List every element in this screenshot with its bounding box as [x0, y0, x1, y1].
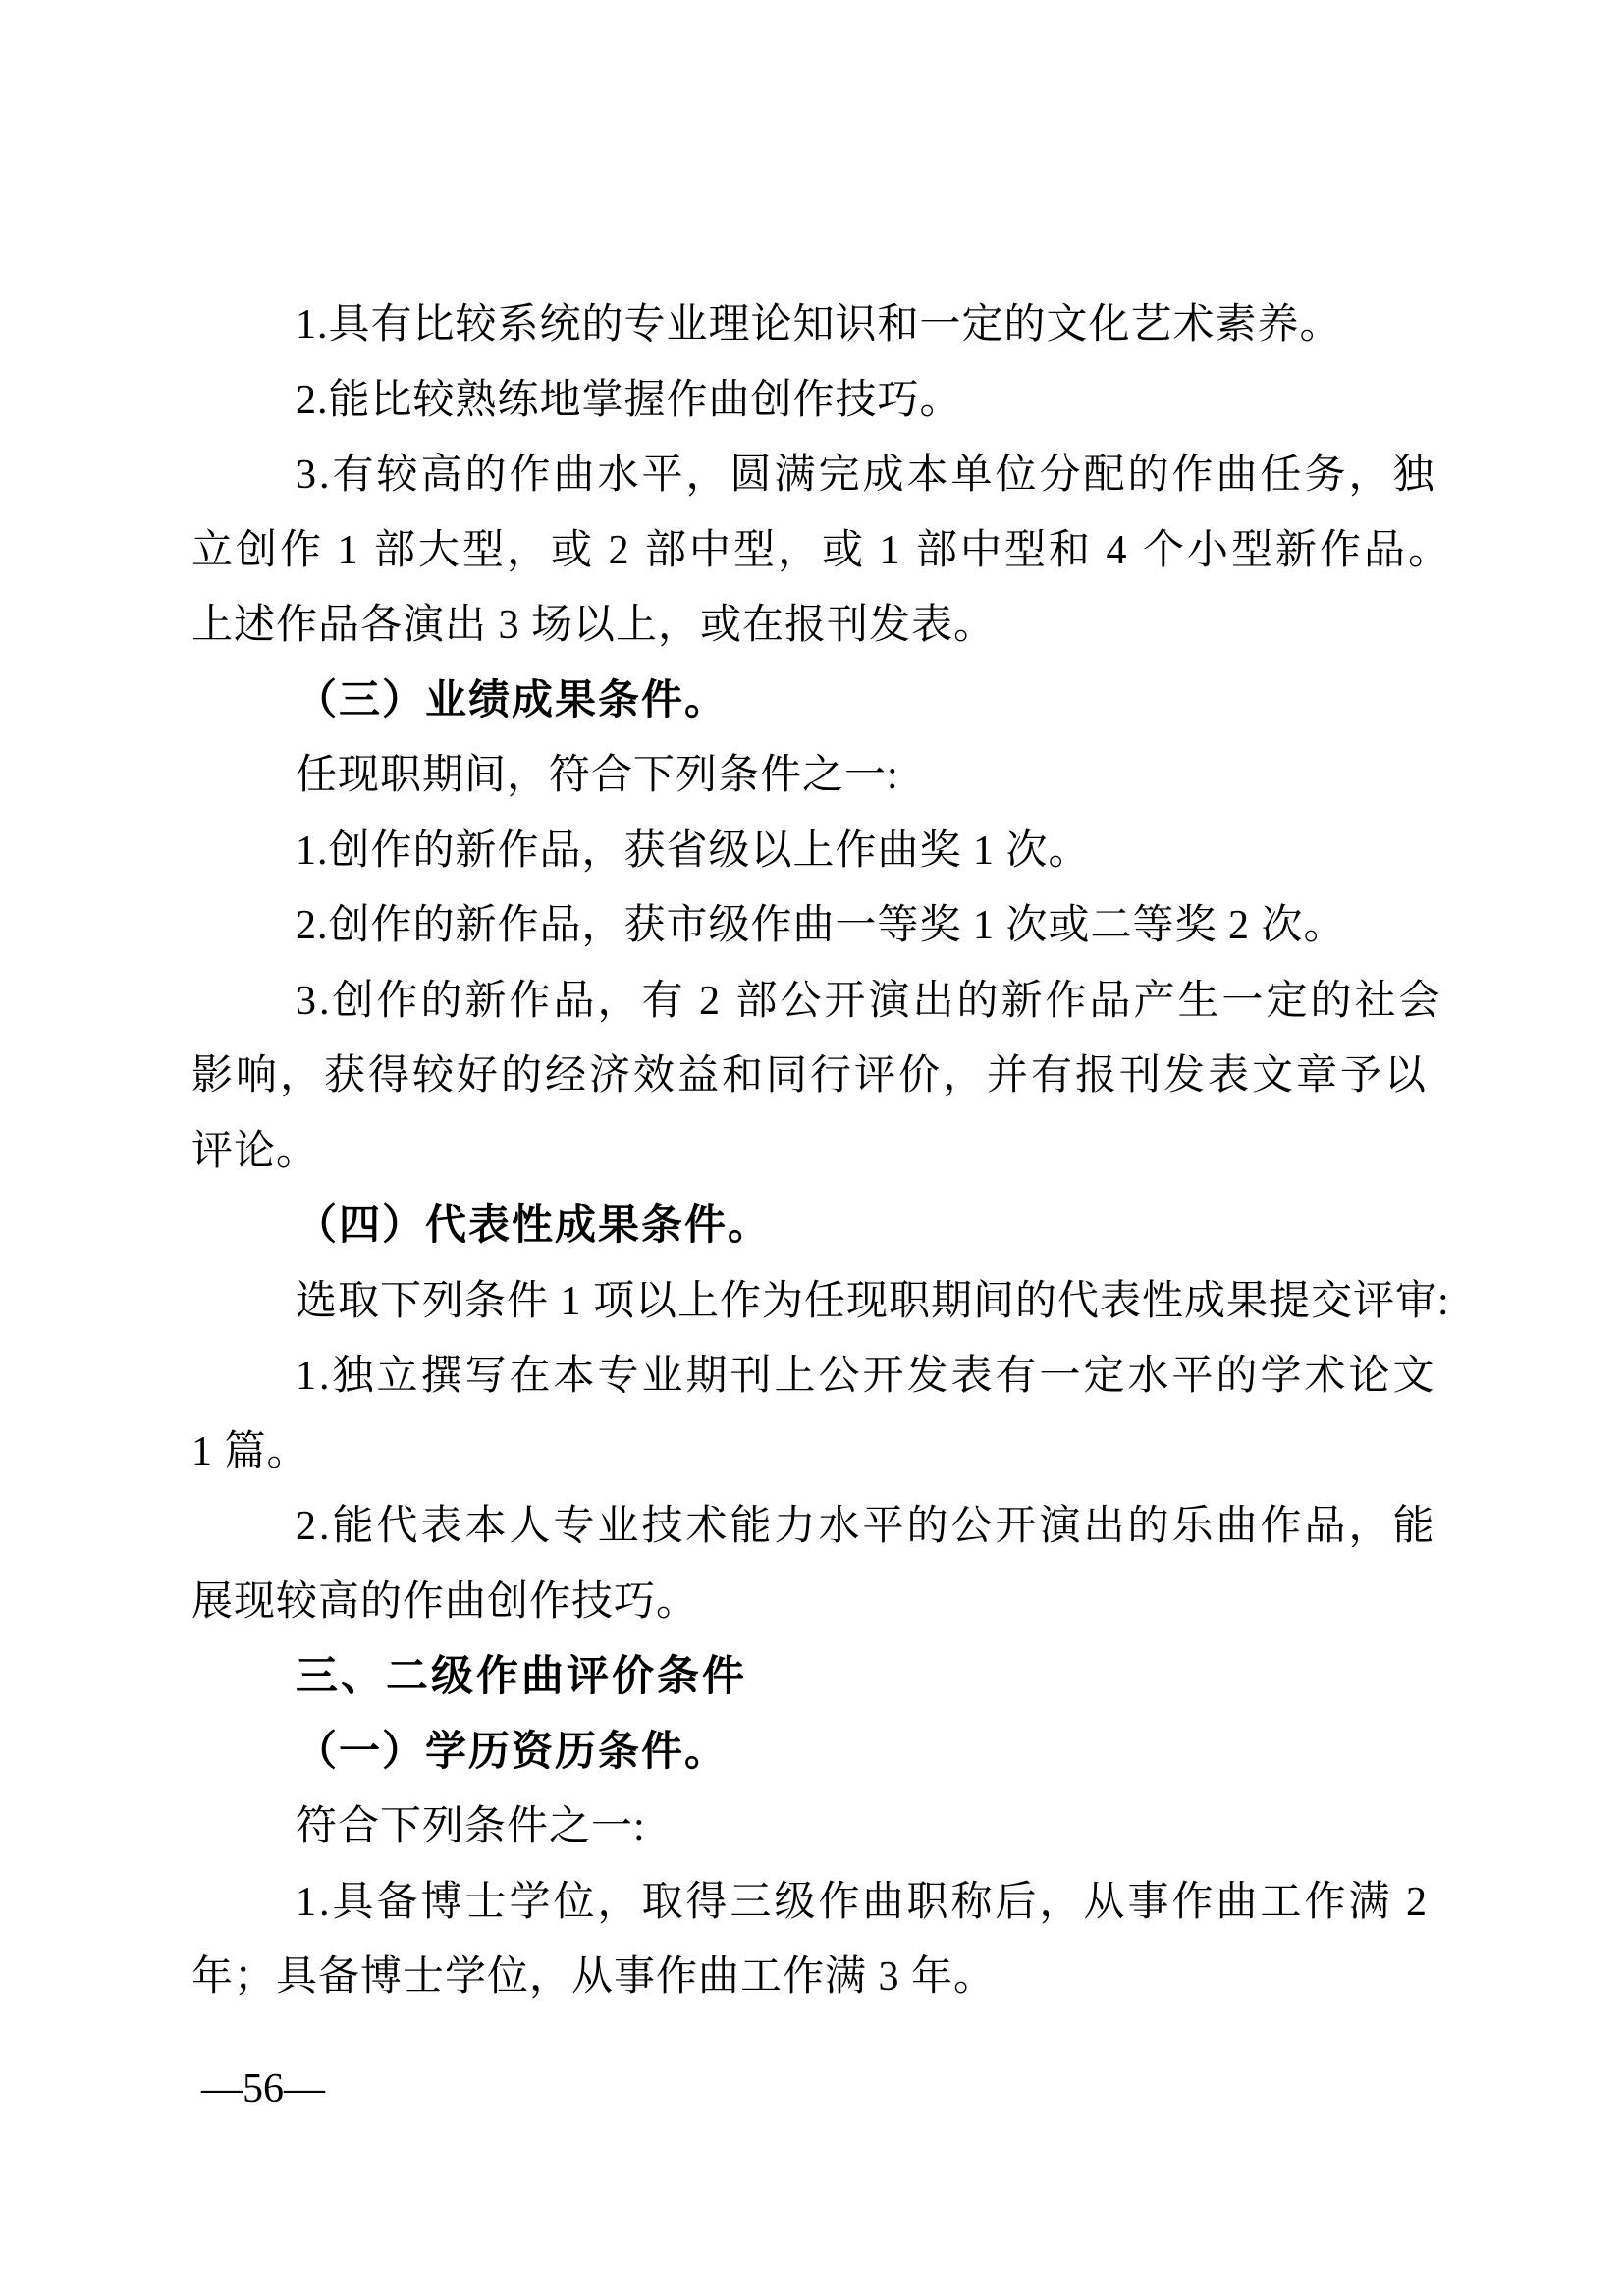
section-heading: （四）代表性成果条件。	[296, 1203, 772, 1249]
text-line: 年；具备博士学位，从事作曲工作满 3 年。	[191, 1954, 997, 2000]
text-line: 3.有较高的作曲水平，圆满完成本单位分配的作曲任务，独	[296, 453, 1437, 498]
text-line: 2.创作的新作品，获市级作曲一等奖 1 次或二等奖 2 次。	[296, 903, 1346, 948]
text-line: 2.能比较熟练地掌握作曲创作技巧。	[296, 377, 962, 423]
text-line: 评论。	[191, 1128, 319, 1174]
text-line: 1.具有比较系统的专业理论知识和一定的文化艺术素养。	[296, 302, 1342, 347]
section-heading: 三、二级作曲评价条件	[296, 1653, 747, 1700]
text-line: 展现较高的作曲创作技巧。	[191, 1578, 699, 1625]
text-line: 上述作品各演出 3 场以上，或在报刊发表。	[191, 603, 997, 648]
text-line: 选取下列条件 1 项以上作为任现职期间的代表性成果提交评审:	[296, 1278, 1450, 1324]
text-line: 1 篇。	[191, 1428, 309, 1474]
text-line: 符合下列条件之一:	[296, 1804, 646, 1849]
section-heading: （三）业绩成果条件。	[296, 677, 729, 723]
text-line: 立创作 1 部大型，或 2 部中型，或 1 部中型和 4 个小型新作品。	[191, 527, 1453, 573]
text-line: 任现职期间，符合下列条件之一:	[296, 753, 899, 798]
text-line: 1.创作的新作品，获省级以上作曲奖 1 次。	[296, 828, 1091, 874]
text-line: 3.创作的新作品，有 2 部公开演出的新作品产生一定的社会	[296, 978, 1443, 1024]
text-line: 影响，获得较好的经济效益和同行评价，并有报刊发表文章予以	[191, 1053, 1430, 1098]
text-line: 1.独立撰写在本专业期刊上公开发表有一定水平的学术论文	[296, 1354, 1437, 1399]
text-line: 2.能代表本人专业技术能力水平的公开演出的乐曲作品，能	[296, 1504, 1437, 1549]
document-body	[191, 288, 1453, 2015]
page-number: —56—	[201, 2066, 325, 2111]
section-heading: （一）学历资历条件。	[296, 1729, 729, 1775]
text-line: 1.具备博士学位，取得三级作曲职称后，从事作曲工作满 2	[296, 1879, 1431, 1925]
